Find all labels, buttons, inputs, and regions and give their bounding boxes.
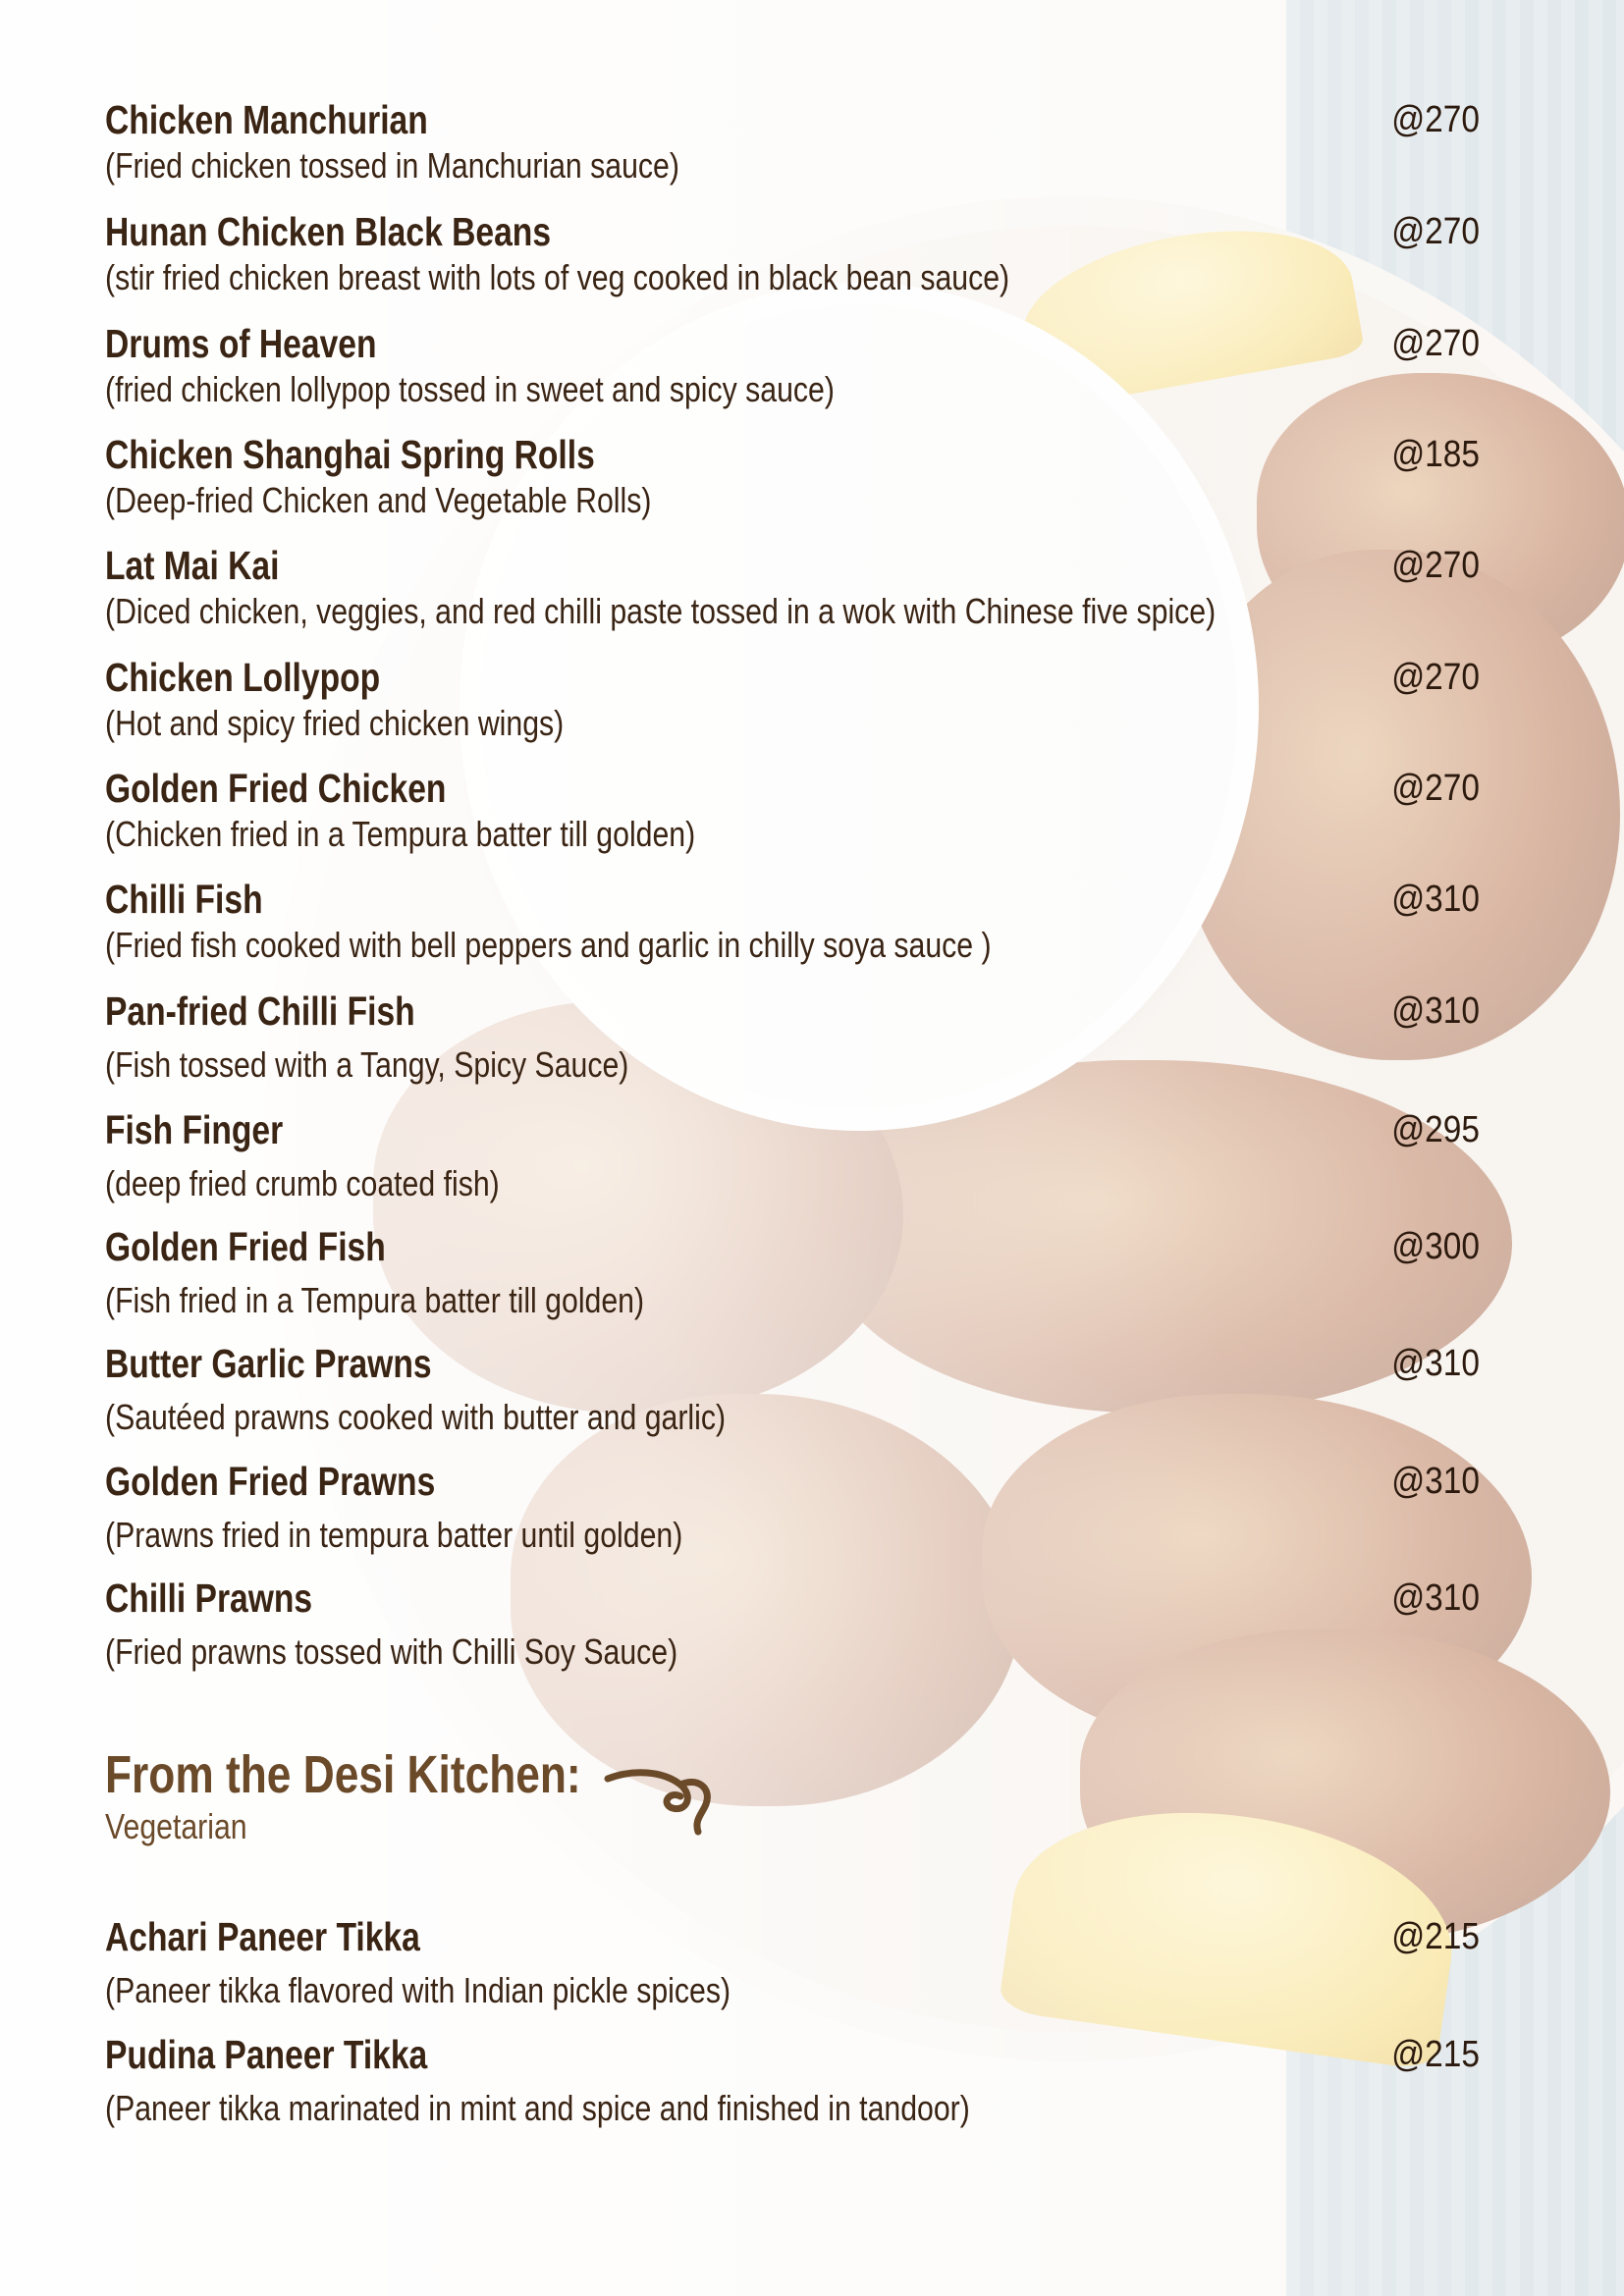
item-description: (Fish tossed with a Tangy, Spicy Sauce)	[105, 1044, 629, 1085]
item-description: (Chicken fried in a Tempura batter till golden)	[105, 814, 696, 854]
item-price: @270	[1391, 99, 1480, 140]
menu-item	[105, 654, 1480, 746]
item-price: @300	[1391, 1226, 1480, 1267]
item-name: Golden Fried Fish	[105, 1224, 386, 1269]
item-name: Chicken Manchurian	[105, 97, 428, 142]
item-name: Pan-fried Chilli Fish	[105, 988, 415, 1034]
menu-item	[105, 1340, 1480, 1440]
item-name: Achari Paneer Tikka	[105, 1914, 420, 1959]
item-description: (stir fried chicken breast with lots of veg cooked in black bean sauce)	[105, 257, 1010, 297]
item-description: (Hot and spicy fried chicken wings)	[105, 703, 565, 743]
item-name: Lat Mai Kai	[105, 543, 280, 588]
item-price: @295	[1391, 1109, 1480, 1150]
item-price: @215	[1391, 2034, 1480, 2075]
item-name: Chicken Shanghai Spring Rolls	[105, 432, 595, 477]
item-price: @270	[1391, 211, 1480, 252]
item-price: @185	[1391, 434, 1480, 475]
item-description: (Sautéed prawns cooked with butter and garlic)	[105, 1397, 727, 1437]
menu-item	[105, 765, 1480, 857]
item-price: @215	[1391, 1916, 1480, 1957]
menu-item	[105, 1223, 1480, 1323]
item-description: (Fried chicken tossed in Manchurian sauce)	[105, 145, 679, 186]
item-name: Golden Fried Chicken	[105, 766, 447, 811]
item-description: (Deep-fried Chicken and Vegetable Rolls)	[105, 480, 652, 520]
menu-item	[105, 876, 1480, 968]
item-description: (Paneer tikka flavored with Indian pickle spices)	[105, 1970, 731, 2010]
item-price: @310	[1391, 1577, 1480, 1619]
item-name: Chicken Lollypop	[105, 655, 381, 700]
item-name: Chilli Prawns	[105, 1575, 313, 1621]
item-price: @310	[1391, 879, 1480, 920]
item-price: @270	[1391, 768, 1480, 809]
item-name: Fish Finger	[105, 1107, 284, 1152]
item-description: (deep fried crumb coated fish)	[105, 1163, 500, 1203]
item-name: Chilli Fish	[105, 877, 263, 922]
item-price: @270	[1391, 323, 1480, 364]
item-price: @270	[1391, 657, 1480, 698]
item-description: (Fish fried in a Tempura batter till golden)	[105, 1280, 645, 1320]
item-description: (Paneer tikka marinated in mint and spice and finished in tandoor)	[105, 2088, 970, 2128]
menu-item	[105, 1575, 1480, 1675]
item-description: (Fried fish cooked with bell peppers and garlic in chilly soya sauce )	[105, 925, 992, 965]
item-description: (Prawns fried in tempura batter until golden)	[105, 1515, 683, 1555]
item-name: Drums of Heaven	[105, 321, 377, 366]
flourish-ornament-icon	[604, 1749, 722, 1838]
item-price: @310	[1391, 990, 1480, 1032]
item-description: (Diced chicken, veggies, and red chilli paste tossed in a wok with Chinese five spice)	[105, 591, 1217, 631]
menu-item	[105, 1106, 1480, 1206]
menu-item	[105, 988, 1480, 1088]
menu-item	[105, 1458, 1480, 1558]
menu-item	[105, 542, 1480, 634]
item-price: @310	[1391, 1343, 1480, 1384]
item-name: Hunan Chicken Black Beans	[105, 209, 552, 254]
menu-item	[105, 96, 1480, 188]
item-name: Pudina Paneer Tikka	[105, 2032, 428, 2077]
item-description: (Fried prawns tossed with Chilli Soy Sauce)	[105, 1631, 678, 1672]
item-name: Golden Fried Prawns	[105, 1459, 436, 1504]
item-price: @270	[1391, 545, 1480, 586]
menu-item	[105, 2031, 1480, 2131]
menu-item	[105, 431, 1480, 523]
menu-item	[105, 1913, 1480, 2013]
menu-item	[105, 208, 1480, 300]
item-description: (fried chicken lollypop tossed in sweet and spicy sauce)	[105, 369, 835, 409]
menu-item	[105, 320, 1480, 412]
item-price: @310	[1391, 1461, 1480, 1502]
item-name: Butter Garlic Prawns	[105, 1341, 432, 1386]
section-heading: From the Desi Kitchen:	[105, 1745, 581, 1804]
section-subheading: Vegetarian	[105, 1806, 247, 1846]
